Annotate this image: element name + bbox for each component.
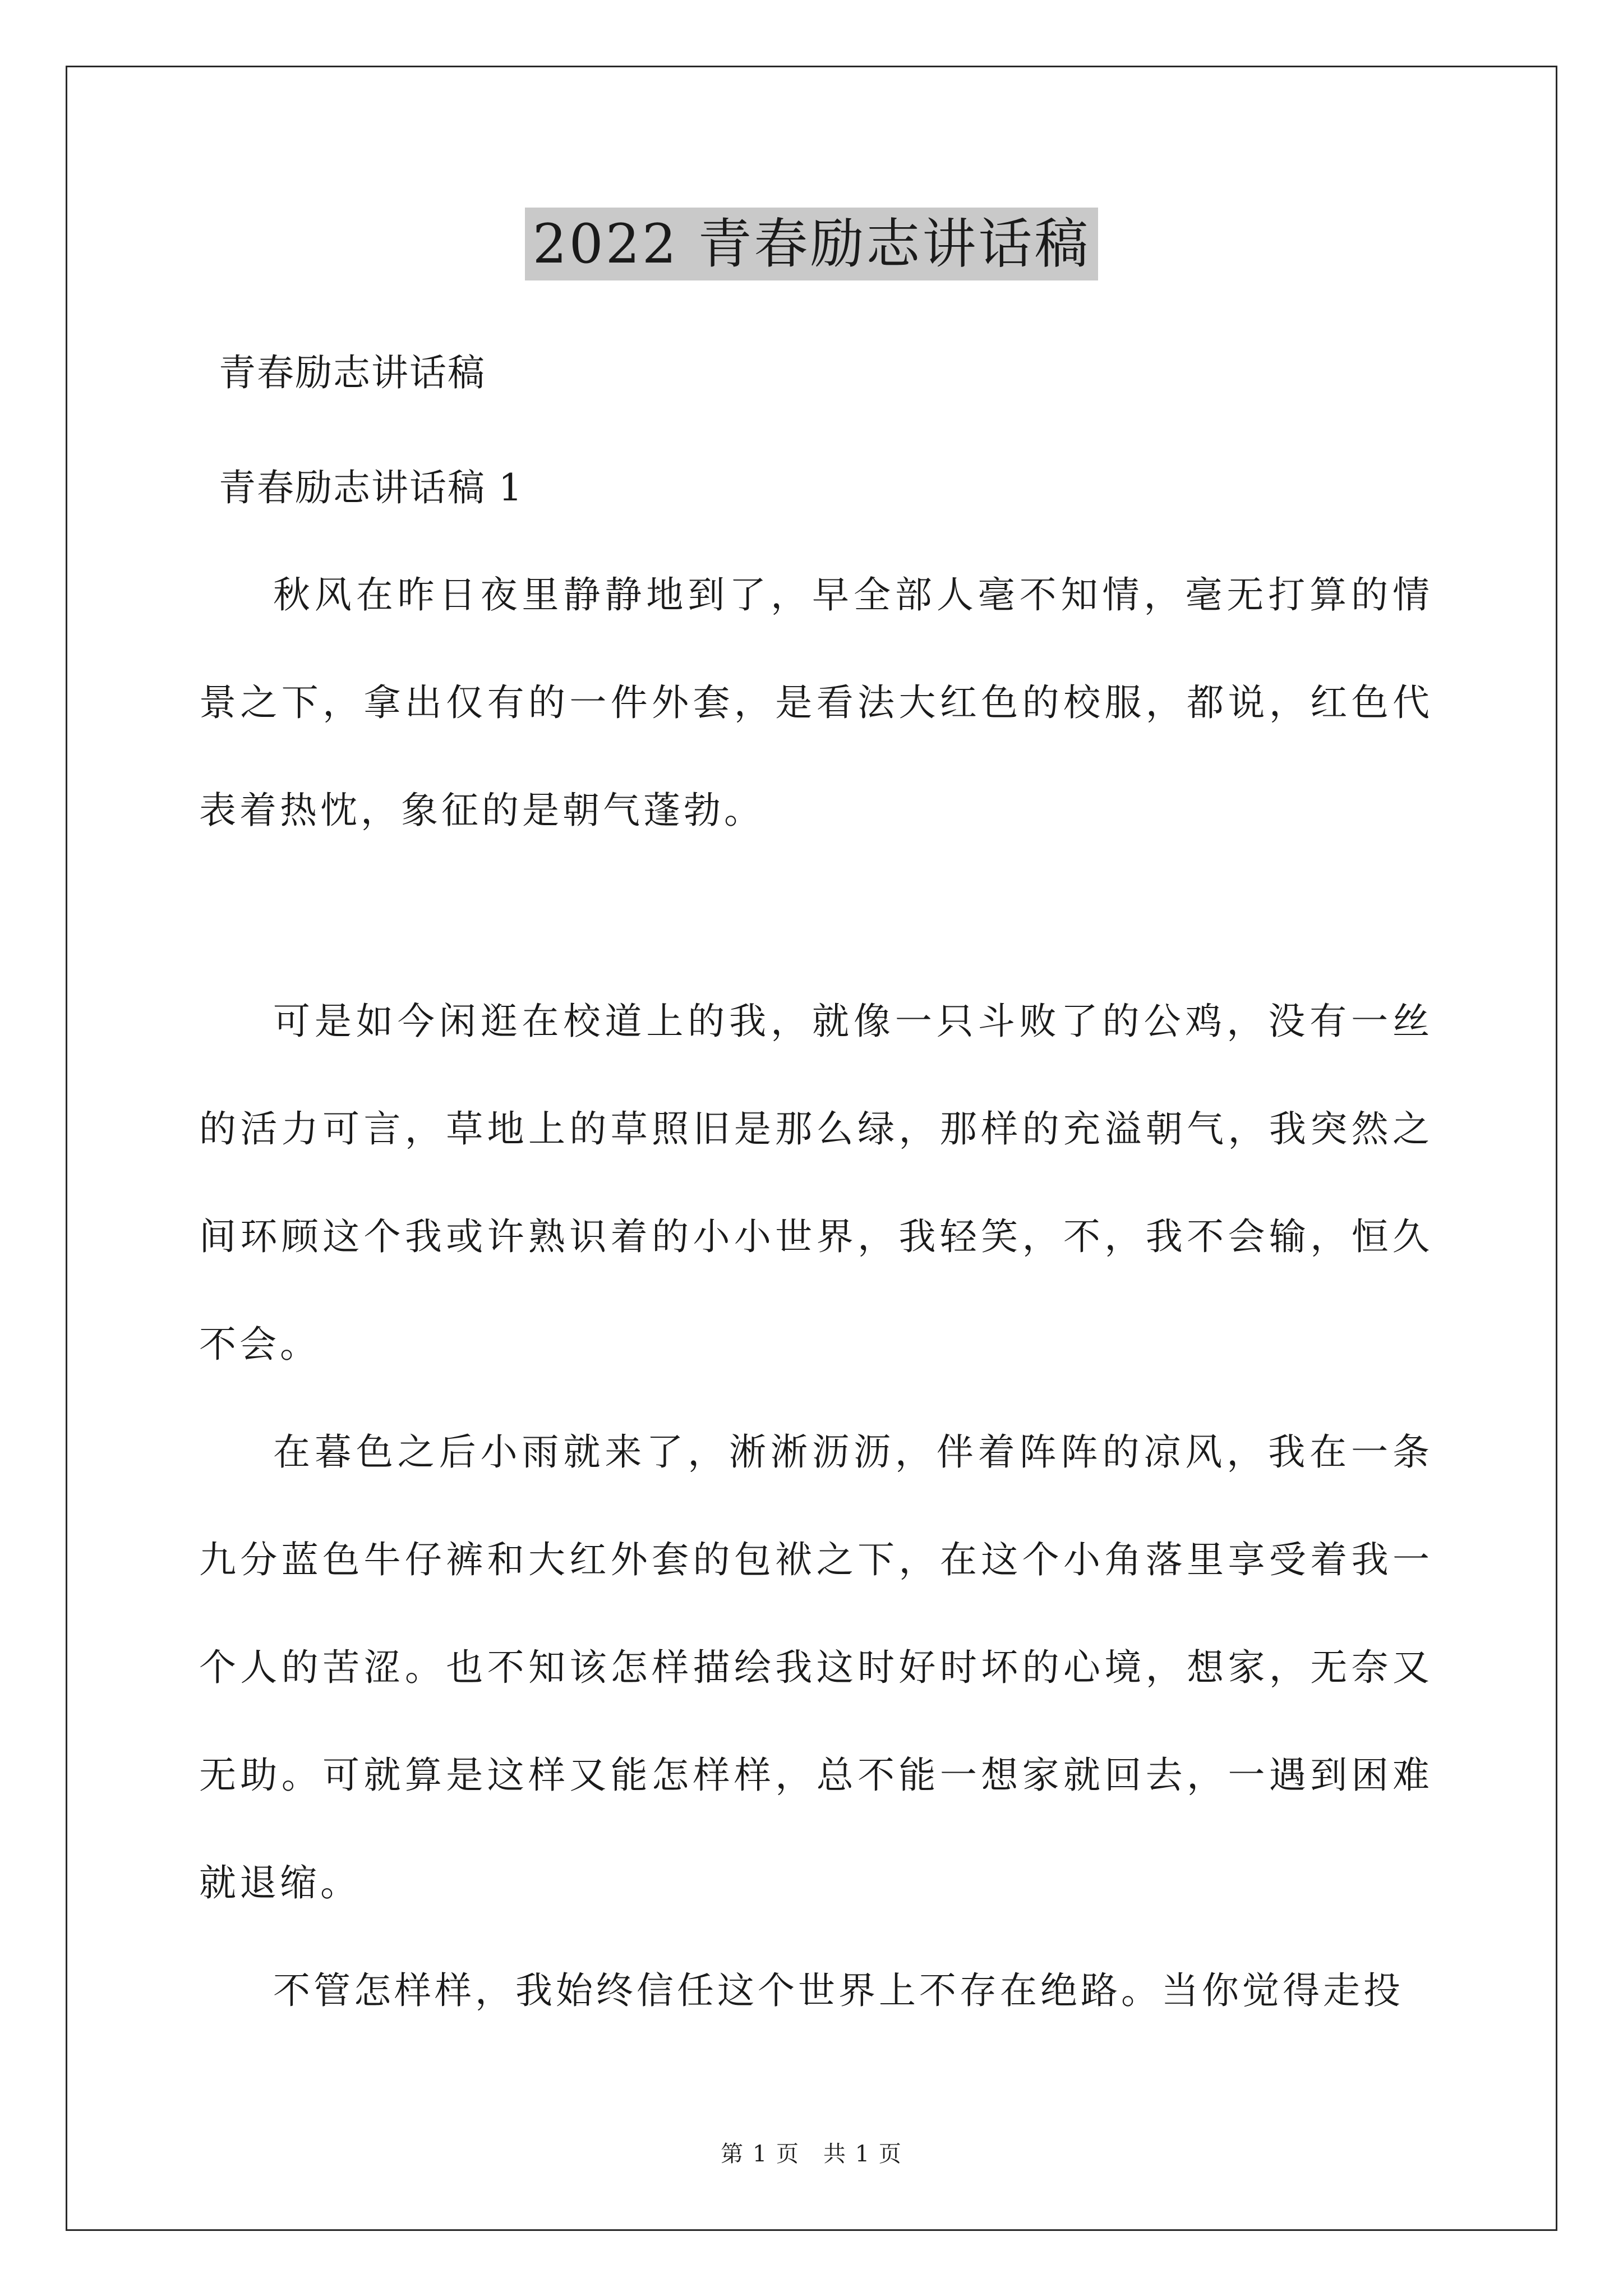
paragraph: 在暮色之后小雨就来了，淅淅沥沥，伴着阵阵的凉风，我在一条九分蓝色牛仔裤和大红外套的包袱之下，在这个小角落里享受着我一个人的苦涩。也不知该怎样描绘我这时好时坏的心境，想家，无奈又无助。可就算是这样又能怎样样，总不能一想家就回去，一遇到困难就退缩。 xyxy=(199,1430,1433,1904)
page-footer: 第 1 页 共 1 页 xyxy=(721,2141,902,2167)
paragraph: 可是如今闲逛在校道上的我，就像一只斗败了的公鸡，没有一丝的活力可言，草地上的草照旧是那么绿，那样的充溢朝气，我突然之间环顾这个我或许熟识着的小小世界，我轻笑，不，我不会输，恒久不会。 xyxy=(199,1000,1433,1366)
document-subtitle: 青春励志讲话稿 xyxy=(219,351,486,394)
body-block-2 xyxy=(199,968,1433,2045)
paragraph: 秋风在昨日夜里静静地到了，早全部人毫不知情，毫无打算的情景之下，拿出仅有的一件外套，是看法大红色的校服，都说，红色代表着热忱，象征的是朝气蓬勃。 xyxy=(199,573,1433,832)
body-block-1 xyxy=(199,541,1433,864)
document-title: 2022 青春励志讲话稿 xyxy=(525,208,1099,280)
paragraph: 不管怎样样，我始终信任这个世界上不存在绝路。当你觉得走投 xyxy=(273,1969,1404,2012)
title-container xyxy=(0,208,1623,280)
section-heading: 青春励志讲话稿 1 xyxy=(219,466,523,509)
